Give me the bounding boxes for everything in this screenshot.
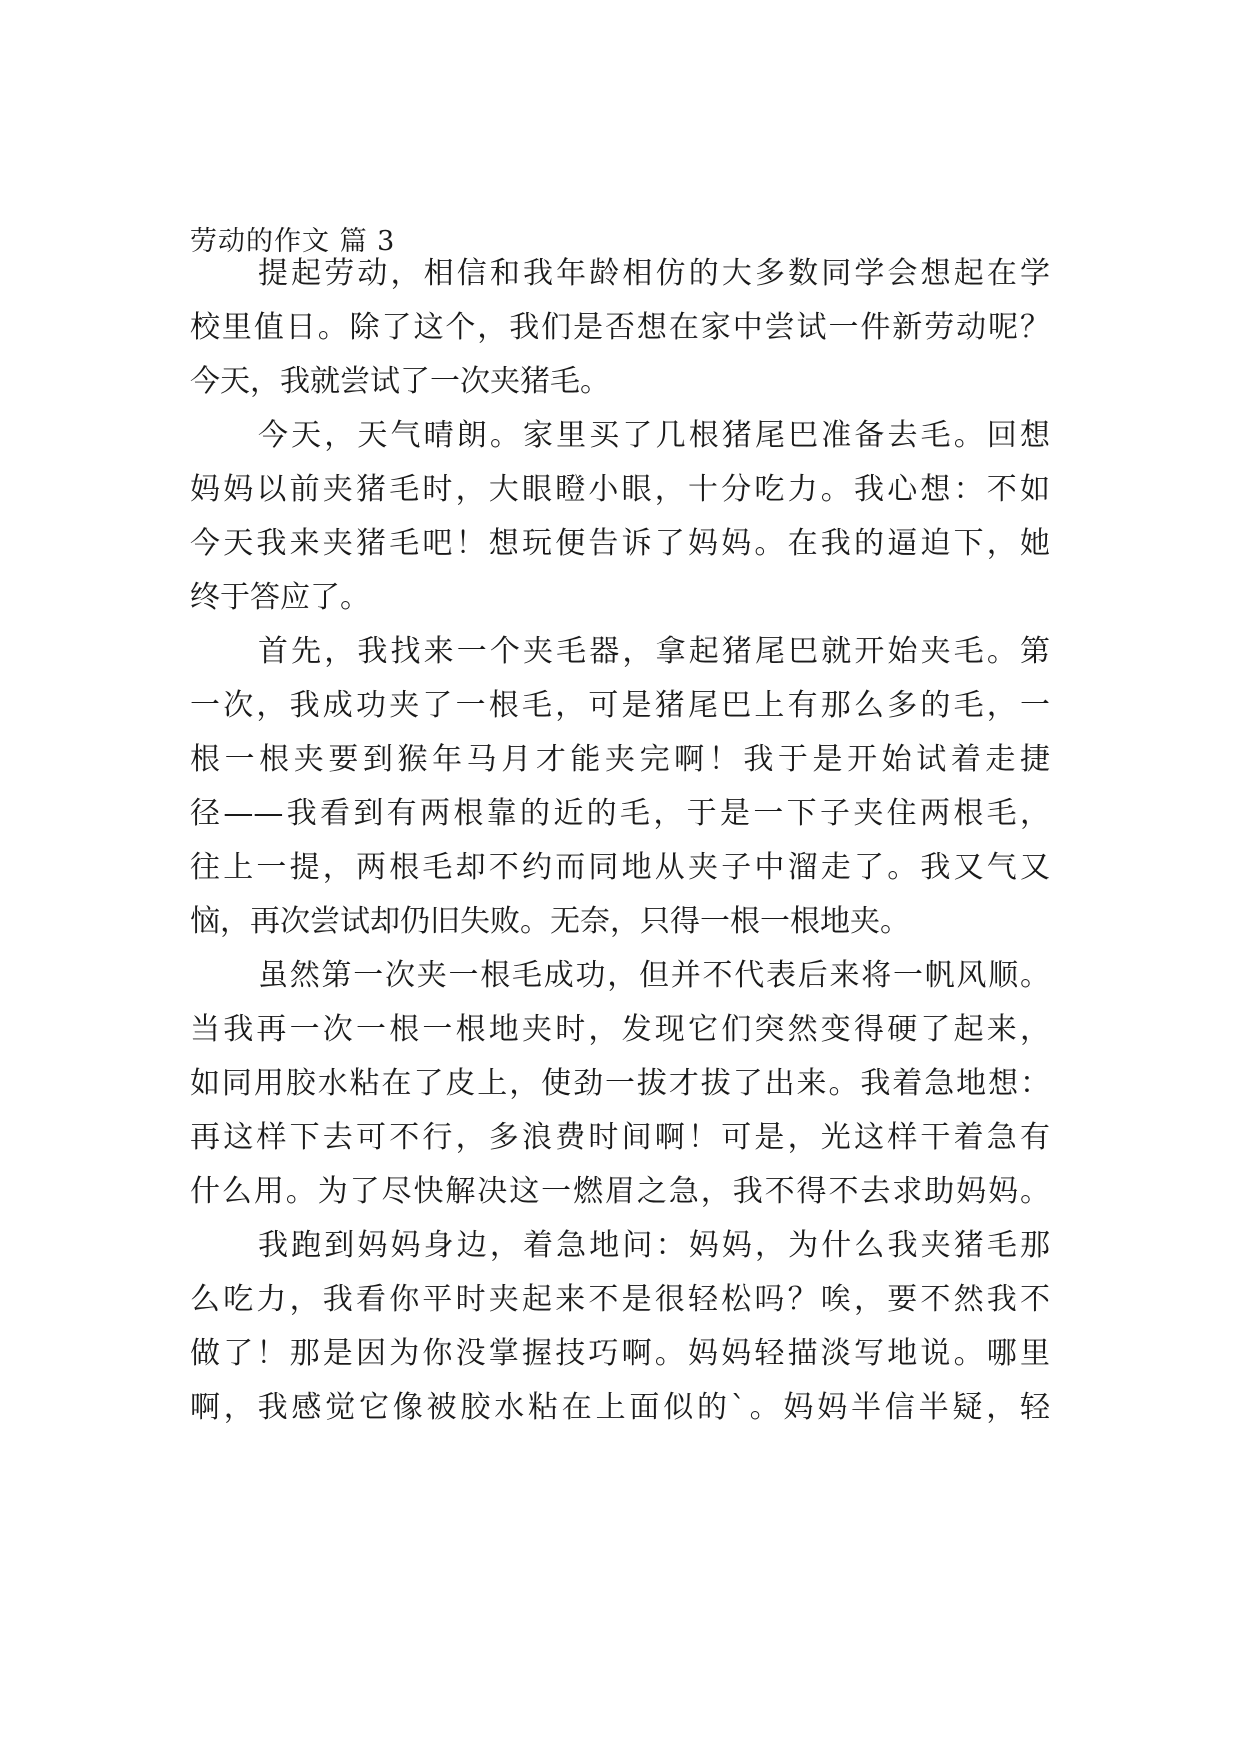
text-line: 根一根夹要到猴年马月才能夹完啊！我于是开始试着走捷	[190, 742, 1050, 777]
text-line: 我跑到妈妈身边，着急地问：妈妈，为什么我夹猪毛那	[258, 1228, 1050, 1263]
text-line: 今天我来夹猪毛吧！想玩便告诉了妈妈。在我的逼迫下，她	[190, 526, 1050, 561]
text-line: 虽然第一次夹一根毛成功，但并不代表后来将一帆风顺。	[258, 958, 1050, 993]
text-line: 当我再一次一根一根地夹时，发现它们突然变得硬了起来，	[190, 1012, 1050, 1047]
text-line: 啊，我感觉它像被胶水粘在上面似的`。妈妈半信半疑，轻	[190, 1390, 1050, 1425]
text-line: 提起劳动，相信和我年龄相仿的大多数同学会想起在学	[258, 256, 1050, 291]
text-line: 么吃力，我看你平时夹起来不是很轻松吗？唉，要不然我不	[190, 1282, 1050, 1317]
text-line: 什么用。为了尽快解决这一燃眉之急，我不得不去求助妈妈。	[190, 1174, 1050, 1209]
essay-title: 劳动的作文 篇 3	[190, 226, 396, 257]
text-line: 再这样下去可不行，多浪费时间啊！可是，光这样干着急有	[190, 1120, 1050, 1155]
text-line: 往上一提，两根毛却不约而同地从夹子中溜走了。我又气又	[190, 850, 1050, 885]
text-line: 终于答应了。	[190, 580, 370, 615]
text-line: 一次，我成功夹了一根毛，可是猪尾巴上有那么多的毛，一	[190, 688, 1050, 723]
text-line: 校里值日。除了这个，我们是否想在家中尝试一件新劳动呢？	[190, 310, 1050, 345]
text-line: 恼，再次尝试却仍旧失败。无奈，只得一根一根地夹。	[190, 904, 910, 939]
text-line: 首先，我找来一个夹毛器，拿起猪尾巴就开始夹毛。第	[258, 634, 1050, 669]
text-line: 如同用胶水粘在了皮上，使劲一拔才拔了出来。我着急地想：	[190, 1066, 1050, 1101]
text-line: 妈妈以前夹猪毛时，大眼瞪小眼，十分吃力。我心想：不如	[190, 472, 1050, 507]
text-line: 今天，天气晴朗。家里买了几根猪尾巴准备去毛。回想	[258, 418, 1050, 453]
text-line: 今天，我就尝试了一次夹猪毛。	[190, 364, 610, 399]
text-line: 做了！那是因为你没掌握技巧啊。妈妈轻描淡写地说。哪里	[190, 1336, 1050, 1371]
text-line: 径——我看到有两根靠的近的毛，于是一下子夹住两根毛，	[190, 796, 1050, 831]
